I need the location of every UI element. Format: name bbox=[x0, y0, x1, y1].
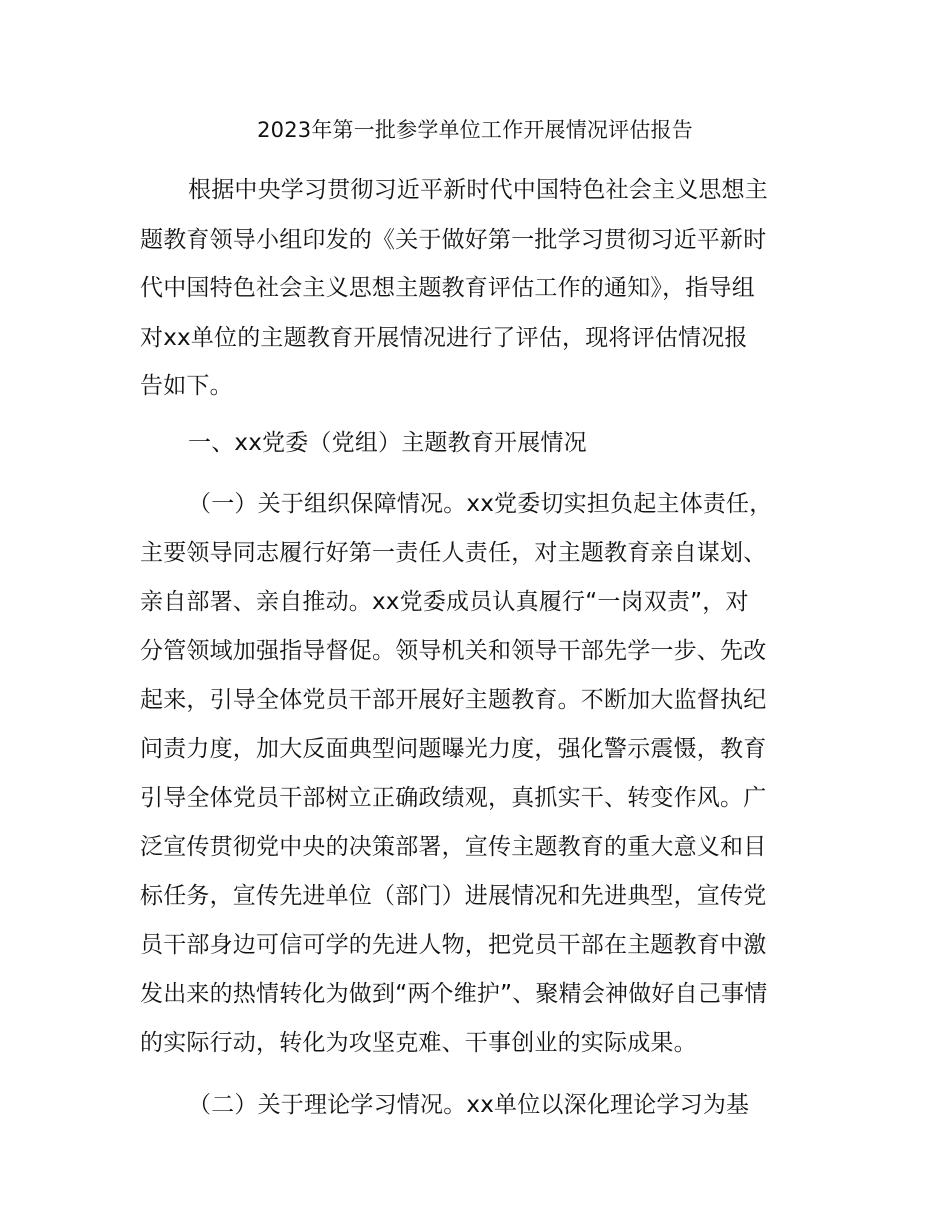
paragraph-line: 泛宣传贯彻党中央的决策部署，宣传主题教育的重大意义和目 bbox=[140, 834, 767, 860]
paragraph-line: （一）关于组织保障情况。xx党委切实担负起主体责任， bbox=[188, 491, 773, 517]
section-heading: 一、xx党委（党组）主题教育开展情况 bbox=[188, 430, 587, 456]
paragraph-line: 问责力度，加大反面典型问题曝光力度，强化警示震慑，教育 bbox=[140, 736, 767, 762]
paragraph-line: 题教育领导小组印发的《关于做好第一批学习贯彻习近平新时 bbox=[140, 227, 767, 253]
paragraph-line: 根据中央学习贯彻习近平新时代中国特色社会主义思想主 bbox=[188, 177, 768, 203]
paragraph-line: 引导全体党员干部树立正确政绩观，真抓实干、转变作风。广 bbox=[140, 785, 767, 811]
paragraph-line: 代中国特色社会主义思想主题教育评估工作的通知》，指导组 bbox=[140, 275, 755, 301]
paragraph-line: 对xx单位的主题教育开展情况进行了评估，现将评估情况报 bbox=[140, 325, 748, 351]
paragraph-line: 发出来的热情转化为做到“两个维护”、聚精会神做好自己事情 bbox=[140, 981, 768, 1007]
paragraph-line: 起来，引导全体党员干部开展好主题教育。不断加大监督执纪 bbox=[140, 687, 767, 713]
paragraph-line: 的实际行动，转化为攻坚克难、干事创业的实际成果。 bbox=[140, 1030, 697, 1056]
paragraph-line: 分管领域加强指导督促。领导机关和领导干部先学一步、先改 bbox=[140, 638, 767, 664]
paragraph-line: 标任务，宣传先进单位（部门）进展情况和先进典型，宣传党 bbox=[140, 883, 767, 909]
paragraph-line: 亲自部署、亲自推动。xx党委成员认真履行“一岗双责”，对 bbox=[140, 589, 749, 615]
paragraph-line: 告如下。 bbox=[140, 373, 233, 399]
paragraph-line: 主要领导同志履行好第一责任人责任，对主题教育亲自谋划、 bbox=[140, 540, 767, 566]
document-title: 2023年第一批参学单位工作开展情况评估报告 bbox=[257, 118, 693, 142]
paragraph-line: 员干部身边可信可学的先进人物，把党员干部在主题教育中激 bbox=[140, 932, 767, 958]
paragraph-line: （二）关于理论学习情况。xx单位以深化理论学习为基 bbox=[188, 1092, 750, 1118]
